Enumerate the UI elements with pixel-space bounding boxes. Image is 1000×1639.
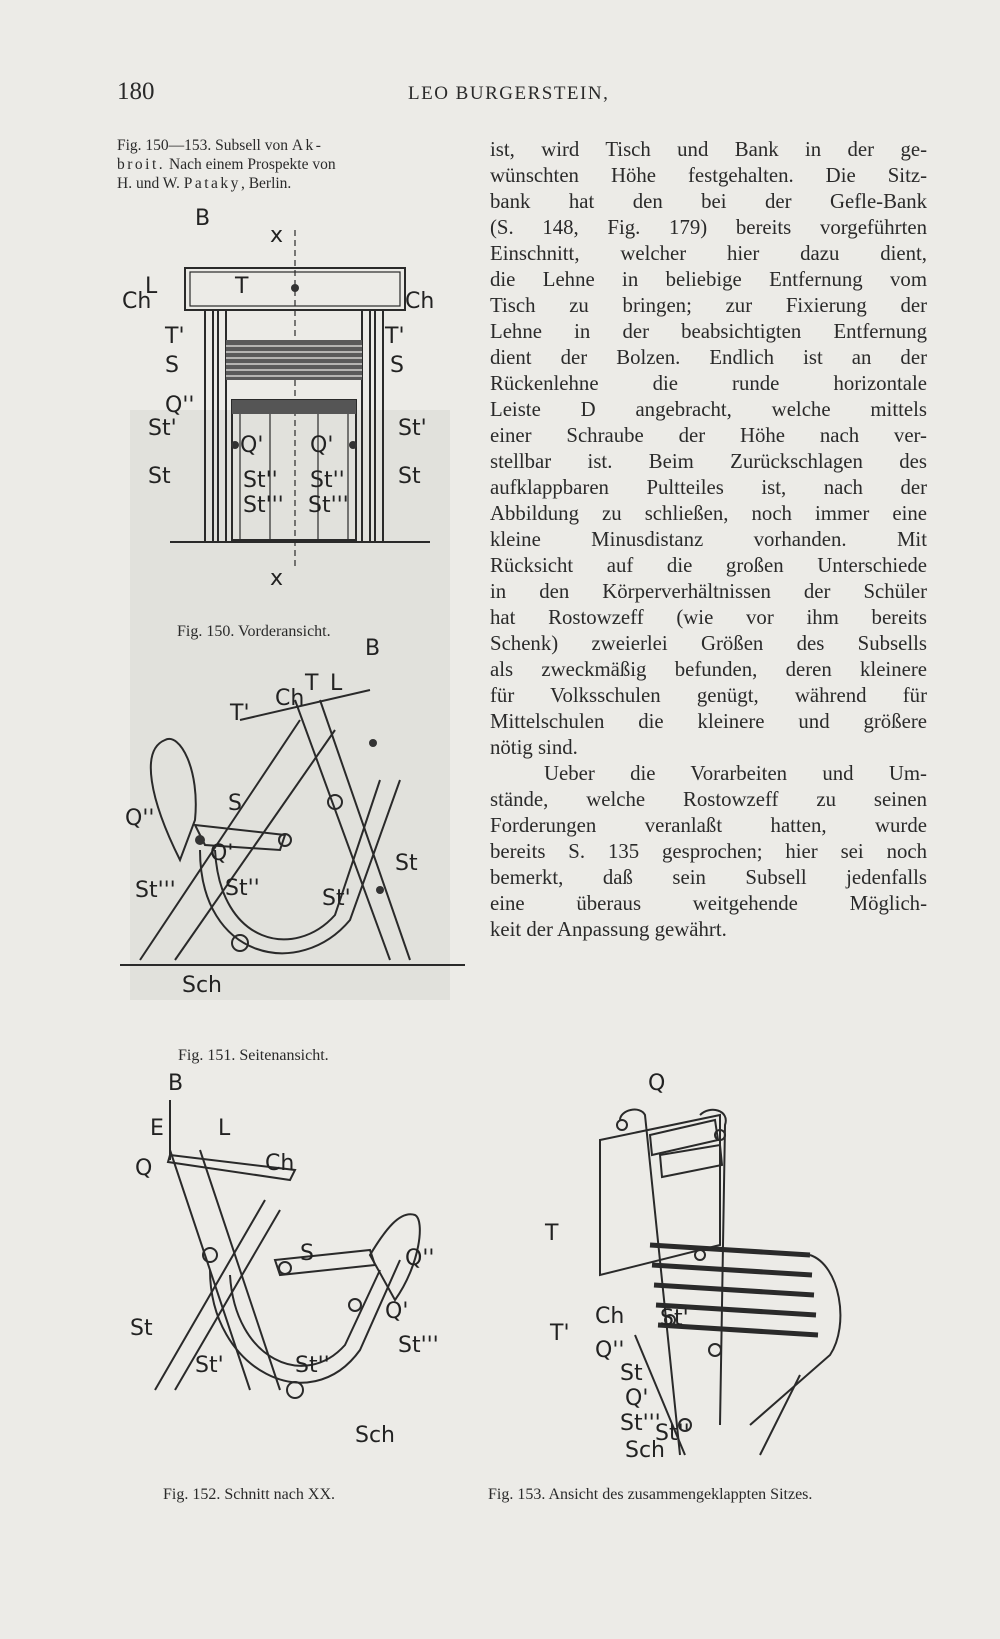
label-St-triple-left: St'''	[243, 493, 284, 518]
figure-150-front-view	[122, 200, 470, 620]
label-Q-double: Q''	[165, 393, 195, 418]
label-St-prime: St'	[322, 886, 351, 911]
label-B: B	[195, 206, 211, 231]
label-S: S	[228, 791, 242, 816]
text-line: Lehne in der beabsichtigten Entfernung	[490, 320, 927, 343]
text-line: bank hat den bei der Gefle-Bank	[490, 190, 927, 213]
label-St-double-right: St''	[310, 468, 345, 493]
text-line: als zweckmäßig befunden, deren kleinere	[490, 658, 927, 681]
text-line: Rückenlehne die runde horizontale	[490, 372, 927, 395]
text-line: in den Körperverhältnissen der Schüler	[490, 580, 927, 603]
figure-152-caption: Fig. 152. Schnitt nach XX.	[163, 1486, 335, 1503]
label-Sch: Sch	[355, 1423, 396, 1448]
figure-group-caption	[117, 136, 472, 193]
side-view-drawing	[120, 636, 465, 1030]
label-St-prime-left: St'	[148, 416, 177, 441]
caption-line: broit. Nach einem Prospekte von	[117, 156, 336, 173]
label-Sch: Sch	[182, 973, 223, 998]
label-Ch-right: Ch	[405, 289, 435, 314]
label-Q-prime: Q'	[385, 1299, 409, 1324]
text-line: wünschten Höhe festgehalten. Die Sitz-	[490, 164, 927, 187]
label-St-right: St	[398, 464, 421, 489]
text-line: aufklappbaren Pultteiles ist, nach der	[490, 476, 927, 499]
text-line: kleine Minusdistanz vorhanden. Mit	[490, 528, 927, 551]
label-T: T	[305, 671, 319, 696]
text-line: stellbar ist. Beim Zurückschlagen des	[490, 450, 927, 473]
text-line: hat Rostowzeff (wie vor ihm bereits	[490, 606, 927, 629]
body-text	[490, 137, 927, 943]
label-Ch: Ch	[275, 686, 305, 711]
text-line: Forderungen veranlaßt hatten, wurde	[490, 814, 927, 837]
text-line: stände, welche Rostowzeff zu seinen	[490, 788, 927, 811]
label-Q: Q	[648, 1071, 666, 1096]
label-St-prime: St'	[195, 1353, 224, 1378]
label-St: St	[620, 1361, 643, 1386]
text-line: einer Schraube der Höhe nach ver-	[490, 424, 927, 447]
label-L: L	[218, 1116, 231, 1141]
label-L: L	[145, 274, 158, 299]
label-Q: Q	[135, 1156, 153, 1181]
text-line: Einschnitt, welcher hier dazu dient,	[490, 242, 927, 265]
label-T-prime-right: T'	[385, 324, 405, 349]
label-x-top: x	[270, 223, 284, 248]
label-S-left: S	[165, 353, 179, 378]
label-Q-prime-right: Q'	[310, 433, 334, 458]
label-Q-prime: Q'	[210, 841, 234, 866]
folded-seat-drawing	[545, 1071, 890, 1465]
label-Q-prime: Q'	[625, 1386, 649, 1411]
label-St-left: St	[148, 464, 171, 489]
text-line: (S. 148, Fig. 179) bereits vorgeführten	[490, 216, 927, 239]
figure-151-caption: Fig. 151. Seitenansicht.	[178, 1047, 329, 1064]
label-T-prime-left: T'	[165, 324, 185, 349]
text-line: Mittelschulen die kleinere und größere	[490, 710, 927, 733]
label-S-right: S	[390, 353, 404, 378]
label-St-prime-right: St'	[398, 416, 427, 441]
label-St-double: St''	[225, 876, 260, 901]
label-Ch-left: Ch	[122, 289, 152, 314]
figure-151-side-view	[120, 636, 465, 1030]
label-x-bottom: x	[270, 566, 284, 591]
text-line: die Lehne in beliebige Entfernung vom	[490, 268, 927, 291]
figure-150-caption: Fig. 150. Vorderansicht.	[177, 623, 331, 640]
label-St-triple-right: St'''	[308, 493, 349, 518]
caption-line: Fig. 150—153. Subsell von Ak-	[117, 137, 324, 154]
label-S: S	[300, 1241, 314, 1266]
section-view-drawing	[130, 1071, 470, 1470]
text-line: bereits S. 135 gesprochen; hier sei noch	[490, 840, 927, 863]
label-E: E	[150, 1116, 164, 1141]
label-T-prime: T'	[550, 1321, 570, 1346]
label-Q-double: Q''	[595, 1338, 625, 1363]
label-St-double-left: St''	[243, 468, 278, 493]
front-view-drawing	[122, 200, 470, 620]
running-head: LEO BURGERSTEIN,	[408, 83, 610, 104]
label-St-prime: St'	[660, 1306, 689, 1331]
text-line: nötig sind.	[490, 736, 578, 759]
label-Ch: Ch	[265, 1151, 295, 1176]
label-B: B	[365, 636, 381, 661]
text-line: Ueber die Vorarbeiten und Um-	[544, 762, 927, 785]
label-Q-double: Q''	[405, 1246, 435, 1271]
label-St: St	[130, 1316, 153, 1341]
label-T: T	[545, 1221, 559, 1246]
label-Q-double: Q''	[125, 806, 155, 831]
text-line: keit der Anpassung gewährt.	[490, 918, 727, 941]
label-B: B	[168, 1071, 184, 1096]
text-line: Tisch zu bringen; zur Fixierung der	[490, 294, 927, 317]
label-St-triple: St'''	[620, 1411, 661, 1436]
figure-153-caption: Fig. 153. Ansicht des zusammengeklappten Sitzes.	[488, 1486, 813, 1503]
text-line: Abbildung zu schließen, noch immer eine	[490, 502, 927, 525]
page-number: 180	[117, 78, 155, 105]
label-Sch: Sch	[625, 1438, 666, 1463]
text-line: eine überaus weitgehende Möglich-	[490, 892, 927, 915]
label-T-prime: T'	[230, 701, 250, 726]
label-St: St	[395, 851, 418, 876]
text-line: ist, wird Tisch und Bank in der ge-	[490, 138, 927, 161]
label-St-double: St''	[295, 1353, 330, 1378]
text-line: dient der Bolzen. Endlich ist an der	[490, 346, 927, 369]
text-line: bemerkt, daß sein Subsell jedenfalls	[490, 866, 927, 889]
text-line: Rücksicht auf die großen Unterschiede	[490, 554, 927, 577]
label-Ch: Ch	[595, 1304, 625, 1329]
label-T: T	[235, 274, 249, 299]
label-St-triple: St'''	[135, 878, 176, 903]
label-St-double: St''	[655, 1421, 690, 1446]
caption-line: H. und W. Pataky, Berlin.	[117, 175, 292, 192]
figure-152-section-view	[130, 1071, 470, 1470]
text-line: Leiste D angebracht, welche mittels	[490, 398, 927, 421]
label-Q-prime-left: Q'	[240, 433, 264, 458]
label-St-triple: St'''	[398, 1333, 439, 1358]
figure-153-folded-seat	[545, 1071, 890, 1465]
label-L: L	[330, 671, 343, 696]
text-line: für Volksschulen genügt, während für	[490, 684, 927, 707]
text-line: Schenk) zweierlei Größen des Subsells	[490, 632, 927, 655]
